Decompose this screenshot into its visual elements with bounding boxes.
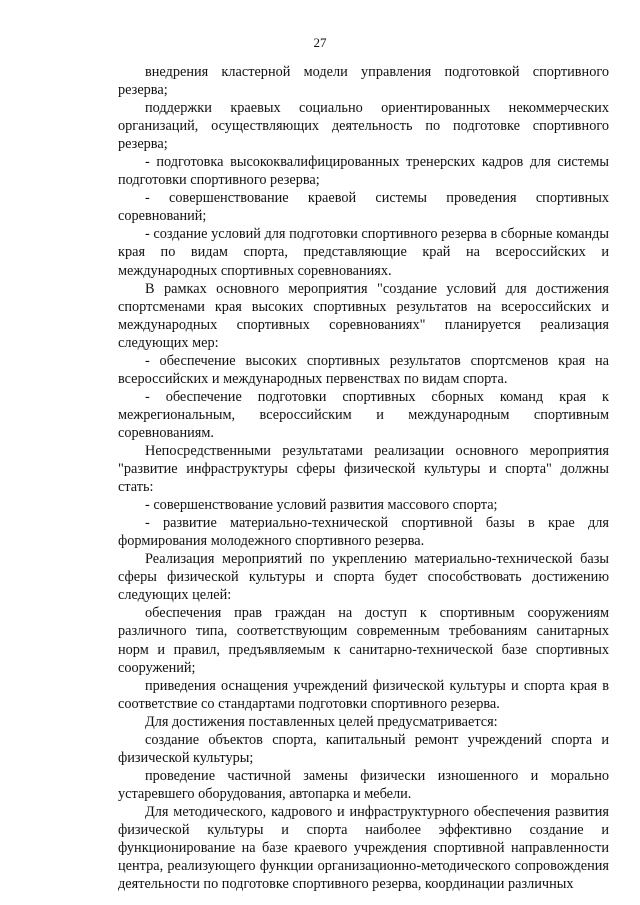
paragraph: Для достижения поставленных целей предусматривается: xyxy=(145,713,498,730)
paragraph: Для методического, кадрового и инфраструктурного обеспечения развития физической культуры и спорта наиболее эффективно создание и функционирование на базе краевого учреждения спортивной направленности центра, реализующего функции организационно-методического сопровождения деятельности по подготовке спортивного резерва, координации различных xyxy=(118,803,609,893)
paragraph: - совершенствование краевой системы проведения спортивных соревнований; xyxy=(118,190,609,225)
paragraph: поддержки краевых социально ориентированных некоммерческих организаций, осуществляющих деятельность по подготовке спортивного резерва; xyxy=(118,100,609,153)
paragraph: - обеспечение подготовки спортивных сборных команд края к межрегиональным, всероссийским и международным спортивным соревнованиям. xyxy=(118,388,609,441)
page-number: 27 xyxy=(313,35,327,50)
paragraph: - обеспечение высоких спортивных результатов спортсменов края на всероссийских и международных первенствах по видам спорта. xyxy=(118,352,609,387)
paragraph: создание объектов спорта, капитальный ремонт учреждений спорта и физической культуры; xyxy=(118,731,609,766)
paragraph: - подготовка высококвалифицированных тренерских кадров для системы подготовки спортивного резерва; xyxy=(118,154,609,189)
paragraph: - развитие материально-технической спортивной базы в крае для формирования молодежного спортивного резерва. xyxy=(118,515,609,550)
paragraph: обеспечения прав граждан на доступ к спортивным сооружениям различного типа, соответствующим современным требованиям санитарных норм и правил, предъявляемым к санитарно-технической базе спортивных сооружений; xyxy=(118,605,609,676)
paragraph: Реализация мероприятий по укреплению материально-технической базы сферы физической культуры и спорта будет способствовать достижению следующих целей: xyxy=(118,551,609,604)
body-text xyxy=(118,63,609,893)
paragraph: приведения оснащения учреждений физической культуры и спорта края в соответствие со стандартами подготовки спортивного резерва. xyxy=(118,677,609,712)
paragraph: внедрения кластерной модели управления подготовкой спортивного резерва; xyxy=(118,64,609,99)
paragraph: - создание условий для подготовки спортивного резерва в сборные команды края по видам спорта, представляющие край на всероссийских и международных спортивных соревнованиях. xyxy=(118,226,609,279)
paragraph: Непосредственными результатами реализации основного мероприятия "развитие инфраструктуры сферы физической культуры и спорта" должны стать: xyxy=(118,442,609,496)
paragraph: проведение частичной замены физически изношенного и морально устаревшего оборудования, автопарка и мебели. xyxy=(118,767,609,802)
paragraph: - совершенствование условий развития массового спорта; xyxy=(145,497,498,514)
paragraph: В рамках основного мероприятия "создание условий для достижения спортсменами края высоких спортивных результатов на всероссийских и международных спортивных соревнованиях" планируется реализация следующих мер: xyxy=(118,280,609,351)
